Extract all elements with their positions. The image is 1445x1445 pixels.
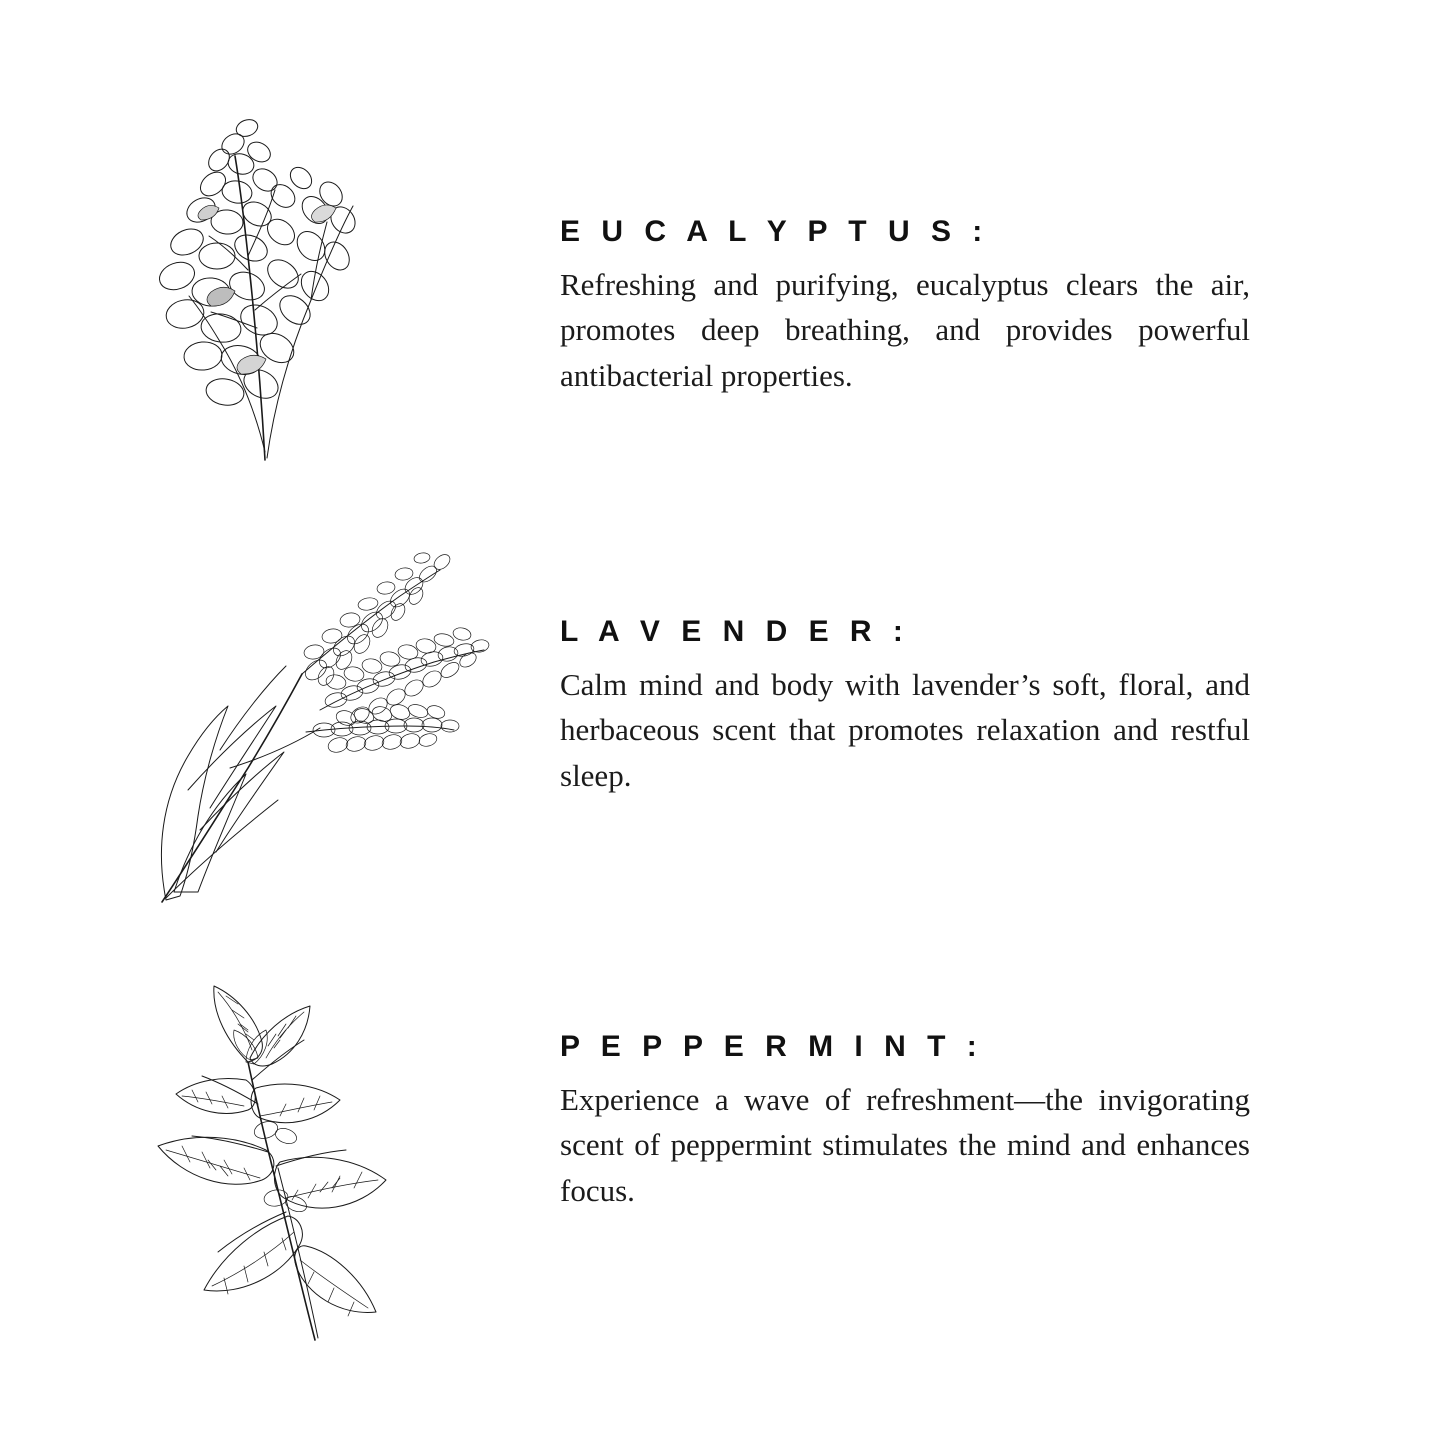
herb-name-lavender: L A V E N D E R :	[560, 615, 910, 648]
herb-description-lavender: Calm mind and body with lavender’s soft, floral, and herbaceous scent that promotes relaxation and restful sleep.	[560, 667, 1250, 793]
herb-name-eucalyptus: E U C A L Y P T U S :	[560, 215, 989, 248]
section-lavender	[0, 500, 1445, 920]
eucalyptus-text	[560, 60, 1445, 398]
eucalyptus-illustration	[0, 60, 560, 480]
section-peppermint	[0, 930, 1445, 1350]
lavender-text	[560, 500, 1445, 798]
herb-name-peppermint: P E P P E R M I N T :	[560, 1030, 984, 1063]
herb-description-peppermint: Experience a wave of refreshment—the invigorating scent of peppermint stimulates the mind and enhances focus.	[560, 1082, 1250, 1208]
section-eucalyptus	[0, 60, 1445, 480]
peppermint-illustration	[0, 930, 560, 1350]
herb-description-eucalyptus: Refreshing and purifying, eucalyptus clears the air, promotes deep breathing, and provides powerful antibacterial properties.	[560, 267, 1250, 393]
lavender-illustration	[0, 500, 560, 920]
peppermint-text	[560, 930, 1445, 1213]
